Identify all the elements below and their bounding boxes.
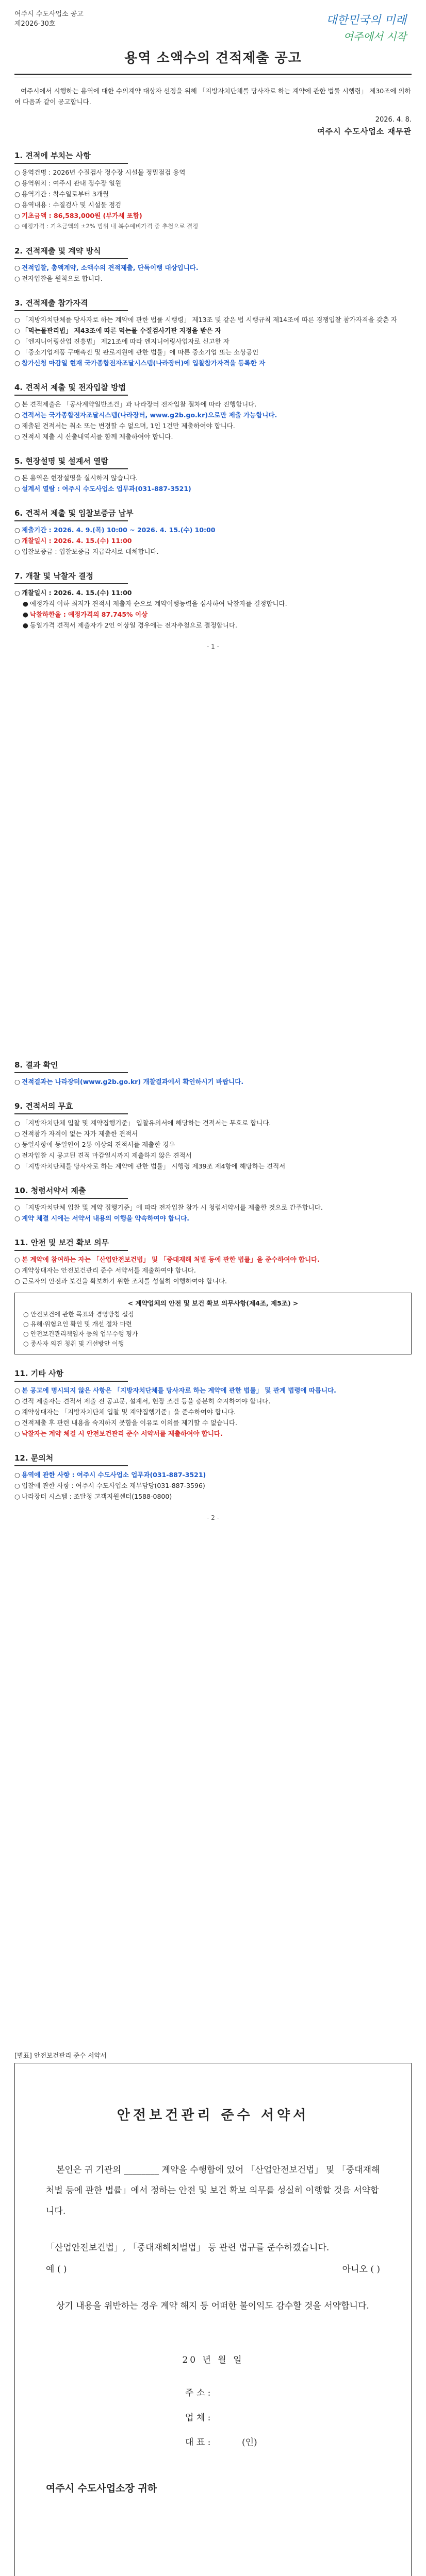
section-rule (14, 468, 128, 469)
list-item-text: 용역기간 : 착수일로부터 3개월 (22, 190, 109, 198)
page-number-2: - 2 - (207, 1514, 219, 1521)
section-rule (14, 1250, 128, 1251)
form-body: 본인은 귀 기관의 ________ 계약을 수행함에 있어 「산업안전보건법」 및 「중대재해 처벌 등에 관한 법률」에서 정하는 안전 및 보건 확보 의무를 성실히 이행할 것을 서약합니다. (46, 2165, 380, 2216)
page-number-1: - 1 - (207, 643, 219, 650)
section-rule (14, 1198, 128, 1199)
list-item (14, 167, 412, 178)
bullet-icon: ○ (14, 327, 20, 334)
pledge-form-page (14, 2050, 412, 2576)
list-item (14, 1076, 412, 1087)
safety-notice-item (23, 1339, 403, 1349)
list-item-text: 「먹는물관리법」 제43조에 따른 먹는물 수질검사기관 지정을 받은 자 (22, 327, 221, 334)
list-item-text: 용역에 관한 사항 : 여주시 수도사업소 업무과(031-887-3521) (22, 1471, 206, 1479)
sections-page-2b (14, 1368, 412, 1502)
bullet-icon: ○ (14, 589, 20, 597)
notice-date: 2026. 4. 8. (375, 116, 412, 124)
section (14, 570, 412, 631)
section-title: 8. 결과 확인 (14, 1059, 412, 1073)
list-item (14, 1117, 412, 1128)
bullet-icon: ● (23, 611, 28, 618)
form-sign-value[interactable]: (인) (242, 2437, 257, 2448)
list-item-text: 입찰보증금 : 입찰보증금 지급각서로 대체합니다. (22, 548, 159, 555)
bullet-icon: ○ (23, 1340, 29, 1347)
list-item-text: 제출기간 : 2026. 4. 9.(목) 10:00 ~ 2026. 4. 15.(수) 10:00 (22, 526, 216, 534)
list-item (14, 1161, 412, 1172)
bullet-icon: ○ (14, 1078, 20, 1086)
list-item-text: 본 공고에 명시되지 않은 사항은 「지방자치단체를 당사자로 하는 계약에 관한 법률」 및 관계 법령에 따릅니다. (22, 1386, 336, 1394)
pledge-form (14, 2063, 412, 2576)
document-title: 용역 소액수의 견적제출 공고 (124, 50, 302, 66)
list-item-text: 본 계약에 참여하는 자는 「산업안전보건법」 및 「중대재해 처벌 등에 관한 법률」을 준수하여야 합니다. (22, 1256, 320, 1263)
safety-notice-title: < 계약업체의 안전 및 보건 확보 의무사항(제4조, 제5조) > (127, 1299, 299, 1307)
form-sign-label: 주 소 : (185, 2388, 211, 2398)
form-check-options (46, 2259, 380, 2280)
list-item-text: 계약상대자는 「지방자치단체 입찰 및 계약집행기준」을 준수하여야 합니다. (22, 1408, 236, 1416)
bullet-icon: ○ (14, 485, 20, 493)
list-item-text: 나라장터 시스템 : 조달청 고객지원센터(1588-0800) (22, 1493, 172, 1500)
list-item-text: 개찰일시 : 2026. 4. 15.(수) 11:00 (22, 589, 132, 597)
bullet-icon: ○ (14, 190, 20, 198)
list-item (14, 273, 412, 284)
form-sign-row (185, 2405, 411, 2430)
bullet-icon: ○ (14, 201, 20, 209)
form-sign-row (185, 2430, 411, 2455)
section (14, 297, 412, 368)
list-item (14, 1480, 412, 1491)
section-rule (14, 520, 128, 521)
bullet-icon: ○ (23, 1330, 29, 1337)
list-item-text: 용역건명 : 2026년 수질검사 정수장 시설물 정밀점검 용역 (22, 168, 186, 176)
safety-notice-item-text: 유해·위험요인 확인 및 개선 절차 마련 (30, 1320, 132, 1328)
list-item-text: 본 용역은 현장설명을 실시하지 않습니다. (22, 474, 138, 482)
list-item (14, 1202, 412, 1213)
section-title: 5. 현장설명 및 설계서 열람 (14, 455, 412, 469)
list-item (14, 1265, 412, 1276)
logo-line-2: 여주에서 시작 (343, 30, 406, 43)
section (14, 382, 412, 442)
sections-page-1 (14, 150, 412, 631)
list-item (14, 1406, 412, 1417)
list-item (14, 620, 412, 631)
bullet-icon: ○ (14, 526, 20, 534)
list-item (14, 347, 412, 358)
list-item-text: 견적서 제출 시 산출내역서를 함께 제출하여야 합니다. (22, 433, 173, 440)
list-item (14, 431, 412, 442)
safety-notice-items (23, 1310, 403, 1349)
list-item-text: 「지방자치단체를 당사자로 하는 계약에 관한 법률 시행령」 제13조 및 같은 법 시행규칙 제14조에 따른 경쟁입찰 참가자격을 갖춘 자 (22, 316, 398, 324)
list-item (14, 189, 412, 199)
bullet-icon: ○ (14, 1151, 20, 1159)
bullet-icon: ○ (14, 1130, 20, 1138)
list-item-text: 참가신청 마감일 현재 국가종합전자조달시스템(나라장터)에 입찰참가자격을 등록한 자 (22, 359, 266, 367)
section-title: 2. 견적제출 및 계약 방식 (14, 245, 412, 259)
section-title: 7. 개찰 및 낙찰자 결정 (14, 570, 412, 584)
section (14, 507, 412, 557)
form-sign-label: 대 표 : (185, 2437, 211, 2448)
bullet-icon: ○ (14, 348, 20, 356)
section-title: 4. 견적서 제출 및 전자입찰 방법 (14, 382, 412, 396)
list-item (14, 221, 412, 232)
list-item-text: 용역위치 : 여주시 관내 정수장 일원 (22, 179, 122, 187)
list-item (14, 1469, 412, 1480)
bullet-icon: ○ (14, 1266, 20, 1274)
section-rule (14, 1113, 128, 1114)
bullet-icon: ○ (14, 1204, 20, 1211)
list-item (14, 546, 412, 557)
bullet-icon: ○ (14, 275, 20, 282)
list-item (14, 420, 412, 431)
list-item (14, 483, 412, 494)
list-item-text: 「지방자치단체 입찰 및 계약집행기준」 입찰유의서에 해당하는 견적서는 무효로 합니다. (22, 1119, 271, 1127)
form-date: 20 년 월 일 (182, 2355, 244, 2365)
list-item (14, 358, 412, 368)
bullet-icon: ○ (14, 1471, 20, 1479)
bullet-icon: ○ (14, 1119, 20, 1127)
bullet-icon: ○ (14, 400, 20, 408)
list-item (14, 399, 412, 410)
safety-notice-item (23, 1310, 403, 1319)
bullet-icon: ○ (14, 1386, 20, 1394)
bullet-icon: ○ (14, 1419, 20, 1427)
list-item-text: 견적입찰, 총액계약, 소액수의 견적제출, 단독이행 대상입니다. (22, 264, 199, 272)
intro-paragraph: 여주시에서 시행하는 용역에 대한 수의계약 대상자 선정을 위해 「지방자치단체를 당사자로 하는 계약에 관한 법률 시행령」 제30조에 의하여 다음과 같이 공고합니다. (14, 87, 411, 106)
logo-line-1: 대한민국의 미래 (326, 14, 406, 27)
list-item-text: 개찰일시 : 2026. 4. 15.(수) 11:00 (22, 537, 132, 545)
section (14, 150, 412, 232)
list-item (14, 325, 412, 336)
list-item (14, 598, 412, 609)
bullet-icon: ○ (14, 1277, 20, 1285)
form-body-2: 상기 내용을 위반하는 경우 계약 해지 등 어떠한 불이익도 감수할 것을 서약합니다. (56, 2301, 369, 2311)
title-rule (14, 74, 412, 75)
bullet-icon: ○ (23, 1311, 29, 1318)
list-item-text: 입찰에 관한 사항 : 여주시 수도사업소 재무담당(031-887-3596) (22, 1482, 205, 1489)
section-rule (14, 310, 128, 311)
section (14, 245, 412, 284)
bullet-icon: ○ (14, 168, 20, 176)
list-item-text: 전자입찰을 원칙으로 합니다. (22, 275, 103, 282)
list-item-text: 용역내용 : 수질검사 및 시설물 점검 (22, 201, 122, 209)
bullet-icon: ○ (14, 264, 20, 272)
list-item (14, 472, 412, 483)
bullet-icon: ○ (14, 1162, 20, 1170)
safety-notice-item-text: 종사자 의견 청취 및 개선방안 이행 (30, 1340, 124, 1347)
bullet-icon: ○ (14, 1141, 20, 1148)
bullet-icon: ○ (14, 1256, 20, 1263)
form-sign-label: 업 체 : (185, 2413, 211, 2423)
bullet-icon: ○ (14, 212, 20, 219)
list-item (14, 1254, 412, 1265)
header-org: 여주시 수도사업소 공고 (14, 10, 84, 18)
section (14, 455, 412, 494)
list-item-text: 「지방자치단체 입찰 및 계약 집행기준」에 따라 전자입찰 참가 시 청렴서약서를 제출한 것으로 간주합니다. (22, 1204, 323, 1211)
section-rule (14, 583, 128, 584)
form-check-yes[interactable]: 예 ( ) (46, 2264, 67, 2275)
list-item-text: 기초금액 : 86,583,000원 (부가세 포함) (22, 212, 142, 219)
notice-signer: 여주시 수도사업소 재무관 (317, 127, 412, 136)
bullet-icon: ○ (14, 1397, 20, 1405)
list-item-text: 견적결과는 나라장터(www.g2b.go.kr) 개찰결과에서 확인하시기 바랍니다. (22, 1078, 244, 1086)
list-item (14, 1213, 412, 1224)
list-item (14, 587, 412, 598)
list-item-text: 예정가격 이하 최저가 견적서 제출자 순으로 계약이행능력을 심사하여 낙찰자를 결정합니다. (30, 600, 287, 607)
list-item-text: 견적참가 자격이 없는 자가 제출한 견적서 (22, 1130, 138, 1138)
bullet-icon: ○ (14, 1408, 20, 1416)
list-item-text: 본 견적제출은 「공사계약일반조건」과 나라장터 전자입찰 절차에 따라 진행합니다. (22, 400, 257, 408)
list-item (14, 210, 412, 221)
list-item (14, 1417, 412, 1428)
bullet-icon: ○ (14, 537, 20, 545)
bullet-icon: ○ (14, 179, 20, 187)
list-item-text: 계약상대자는 안전보건관리 준수 서약서를 제출하여야 합니다. (22, 1266, 196, 1274)
list-item (14, 535, 412, 546)
bullet-icon: ○ (14, 422, 20, 430)
list-item-text: 동일가격 견적서 제출자가 2인 이상일 경우에는 전자추첨으로 결정합니다. (30, 621, 237, 629)
list-item (14, 609, 412, 620)
section-title: 12. 문의처 (14, 1452, 412, 1466)
form-title: 안전보건관리 준수 서약서 (117, 2108, 309, 2123)
bullet-icon: ○ (14, 548, 20, 555)
section-title: 9. 견적서의 무효 (14, 1100, 412, 1114)
bullet-icon: ● (23, 600, 28, 607)
bullet-icon: ○ (14, 433, 20, 440)
section-rule (14, 1381, 128, 1382)
list-item-text: 견적서는 국가종합전자조달시스템(나라장터, www.g2b.go.kr)으로만 제출 가능합니다. (22, 411, 277, 419)
notice-page-2 (14, 1046, 412, 1521)
list-item-text: 견적제출 후 관련 내용을 숙지하지 못함을 이유로 이의를 제기할 수 없습니다. (22, 1419, 238, 1427)
form-check-no[interactable]: 아니오 ( ) (342, 2264, 380, 2275)
list-item-text: 제출된 견적서는 취소 또는 변경할 수 없으며, 1인 1건만 제출하여야 합니다. (22, 422, 235, 430)
list-item-text: 예정가격 : 기초금액의 ±2% 범위 내 복수예비가격 중 추첨으로 결정 (22, 223, 199, 230)
list-item-text: 낙찰하한율 : 예정가격의 87.745% 이상 (30, 611, 148, 618)
list-item (14, 1396, 412, 1406)
notice-page-1 (14, 9, 412, 650)
section (14, 1059, 412, 1087)
list-item (14, 1428, 412, 1439)
safety-notice-box (14, 1293, 412, 1354)
list-item (14, 336, 412, 347)
section-title: 6. 견적서 제출 및 입찰보증금 납부 (14, 507, 412, 521)
safety-notice-item-text: 안전보건에 관한 목표와 경영방침 설정 (30, 1311, 134, 1318)
list-item (14, 199, 412, 210)
list-item (14, 524, 412, 535)
list-item-text: 동일사항에 동일인이 2통 이상의 견적서를 제출한 경우 (22, 1141, 175, 1148)
bullet-icon: ○ (14, 1493, 20, 1500)
section-rule (14, 1072, 128, 1073)
section-title: 3. 견적제출 참가자격 (14, 297, 412, 311)
list-item-text: 설계서 열람 : 여주시 수도사업소 업무과(031-887-3521) (22, 485, 191, 493)
list-item-text: 전자입찰 시 공고된 견적 마감일시까지 제출하지 않은 견적서 (22, 1151, 192, 1159)
form-tag: [별표] 안전보건관리 준수 서약서 (14, 2052, 107, 2059)
section-rule (14, 258, 128, 259)
list-item-text: 근로자의 안전과 보건을 확보하기 위한 조치를 성실히 이행하여야 합니다. (22, 1277, 227, 1285)
bullet-icon: ○ (14, 337, 20, 345)
list-item (14, 1491, 412, 1502)
section-rule (14, 1465, 128, 1466)
list-item (14, 1128, 412, 1139)
bullet-icon: ● (23, 621, 28, 629)
section (14, 1100, 412, 1172)
form-sign-block (15, 2381, 411, 2455)
section-rule (14, 395, 128, 396)
list-item-text: 계약 체결 시에는 서약서 내용의 이행을 약속하여야 합니다. (22, 1214, 190, 1222)
bullet-icon: ○ (14, 1430, 20, 1437)
section (14, 1185, 412, 1224)
list-item (14, 1150, 412, 1161)
section (14, 1452, 412, 1502)
bullet-icon: ○ (14, 1214, 20, 1222)
bullet-icon: ○ (23, 1320, 29, 1328)
bullet-icon: ○ (14, 1482, 20, 1489)
section-title: 1. 견적에 부치는 사항 (14, 150, 412, 164)
section-title: 11. 기타 사항 (14, 1368, 412, 1382)
section-rule (14, 163, 128, 164)
section-title: 11. 안전 및 보건 확보 의무 (14, 1237, 412, 1251)
city-logo (272, 11, 406, 41)
safety-notice-item (23, 1319, 403, 1329)
list-item-text: 견적 제출자는 견적서 제출 전 공고문, 설계서, 현장 조건 등을 충분히 숙지하여야 합니다. (22, 1397, 271, 1405)
section (14, 1368, 412, 1439)
section (14, 1237, 412, 1286)
list-item-text: 「지방자치단체를 당사자로 하는 계약에 관한 법률」 시행령 제39조 제4항에 해당하는 견적서 (22, 1162, 286, 1170)
safety-notice-item (23, 1329, 403, 1339)
section-title: 10. 청렴서약서 제출 (14, 1185, 412, 1199)
list-item-text: 「엔지니어링산업 진흥법」 제21조에 따라 엔지니어링사업자로 신고한 자 (22, 337, 230, 345)
safety-notice-item-text: 안전보건관리책임자 등의 업무수행 평가 (30, 1330, 138, 1337)
list-item (14, 1276, 412, 1286)
header-number: 제2026-30호 (14, 20, 56, 28)
form-recipient: 여주시 수도사업소장 귀하 (46, 2483, 157, 2494)
bullet-icon: ○ (14, 223, 20, 230)
list-item-text: 낙찰자는 계약 체결 시 안전보건관리 준수 서약서를 제출하여야 합니다. (22, 1430, 223, 1437)
list-item (14, 1139, 412, 1150)
bullet-icon: ○ (14, 411, 20, 419)
form-checklist (15, 2237, 411, 2280)
list-item (14, 410, 412, 420)
form-check-title: 「산업안전보건법」, 「중대재해처벌법」 등 관련 법규를 준수하겠습니다. (46, 2243, 330, 2253)
list-item (14, 314, 412, 325)
bullet-icon: ○ (14, 474, 20, 482)
list-item-text: 「중소기업제품 구매촉진 및 판로지원에 관한 법률」에 따른 중소기업 또는 소상공인 (22, 348, 259, 356)
list-item (14, 178, 412, 189)
sections-page-2 (14, 1059, 412, 1286)
form-sign-row (185, 2381, 411, 2405)
list-item (14, 1385, 412, 1396)
list-item (14, 262, 412, 273)
bullet-icon: ○ (14, 359, 20, 367)
bullet-icon: ○ (14, 316, 20, 324)
